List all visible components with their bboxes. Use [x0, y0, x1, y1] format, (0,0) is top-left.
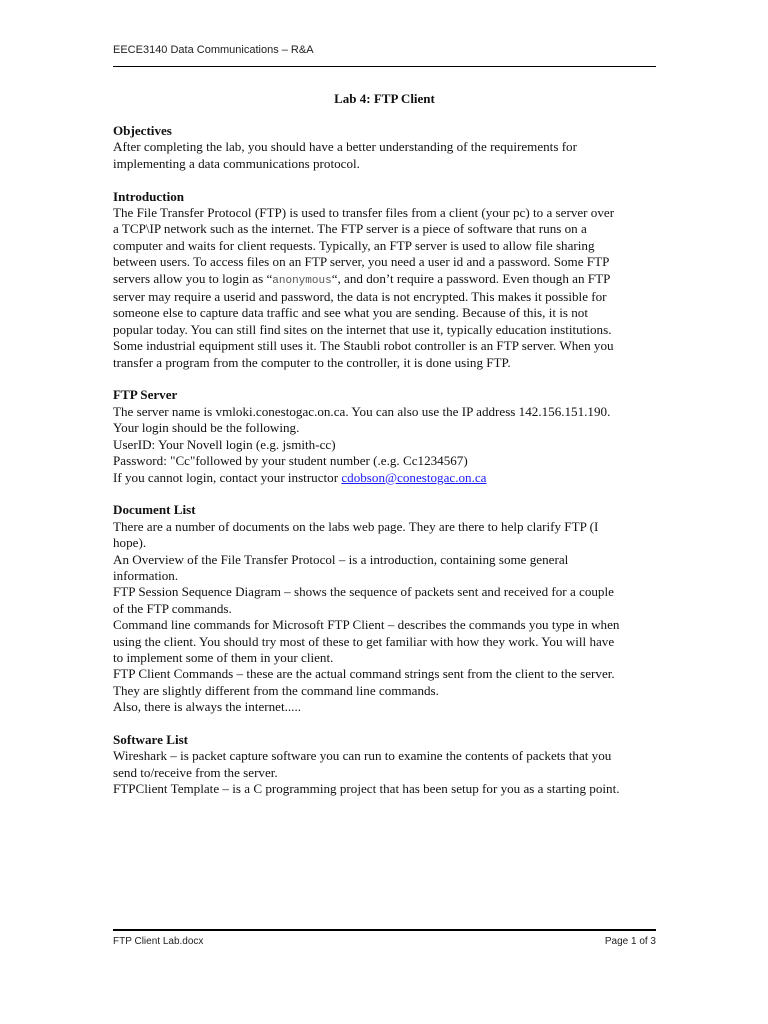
introduction-heading: Introduction [113, 188, 185, 204]
paragraph-gap [113, 371, 661, 387]
paragraph-gap [113, 172, 661, 188]
introduction-section [113, 189, 661, 371]
text-line: Command line commands for Microsoft FTP Client – describes the commands you type in when [113, 617, 620, 633]
text-line: Also, there is always the internet..... [113, 699, 301, 715]
text-line: After completing the lab, you should have a better understanding of the requirements for [113, 139, 577, 155]
text-line: The File Transfer Protocol (FTP) is used to transfer files from a client (your pc) to a server over [113, 205, 615, 221]
text-line: Some industrial equipment still uses it. The Staubli robot controller is an FTP server. When you [113, 338, 614, 354]
text-line: popular today. You can still find sites on the internet that use it, typically education institutions. [113, 321, 612, 337]
text-line: They are slightly different from the command line commands. [113, 682, 439, 698]
text-line: using the client. You should try most of these to get familiar with how they work. You will have [113, 633, 615, 649]
login-suffix: “, and don’t require a password. Even though an FTP [331, 270, 611, 286]
text-line: transfer a program from the computer to the controller, it is done using FTP. [113, 354, 511, 370]
objectives-section [113, 123, 661, 172]
text-line: The server name is vmloki.conestogac.on.ca. You can also use the IP address 142.156.151.190. [113, 403, 611, 419]
text-line: UserID: Your Novell login (e.g. jsmith-cc) [113, 436, 336, 452]
text-line: Wireshark – is packet capture software you can run to examine the contents of packets that you [113, 748, 612, 764]
text-line: to implement some of them in your client. [113, 649, 334, 665]
text-line: FTP Client Commands – these are the actual command strings sent from the client to the server. [113, 666, 615, 682]
text-line: hope). [113, 535, 147, 551]
objectives-heading: Objectives [113, 123, 172, 138]
text-line: of the FTP commands. [113, 600, 232, 616]
text-line: server may require a userid and password, the data is not encrypted. This makes it possible for [113, 289, 607, 305]
header-rule [113, 66, 656, 67]
text-line: FTPClient Template – is a C programming project that has been setup for you as a starting point. [113, 781, 620, 797]
text-line: between users. To access files on an FTP server, you need a user id and a password. Some FTP [113, 254, 610, 270]
text-line: send to/receive from the server. [113, 764, 278, 780]
running-header: EECE3140 Data Communications – R&A [113, 44, 314, 56]
text-line [113, 271, 661, 289]
text-line: information. [113, 567, 179, 583]
paragraph-gap [113, 486, 661, 502]
text-line: a TCP\IP network such as the internet. The FTP server is a piece of software that runs on a [113, 221, 587, 237]
text-line: There are a number of documents on the labs web page. They are there to help clarify FTP (I [113, 518, 599, 534]
anonymous-code: anonymous [272, 274, 332, 287]
document-body [113, 123, 661, 798]
contact-prefix: If you cannot login, contact your instructor [113, 469, 342, 485]
software-list-heading: Software List [113, 731, 189, 747]
text-line: Password: "Cc"followed by your student number (.e.g. Cc1234567) [113, 453, 468, 469]
software-list-section [113, 732, 661, 798]
text-line: computer and waits for client requests. Typically, an FTP server is used to allow file sharing [113, 237, 595, 253]
footer-rule [113, 929, 656, 931]
footer-page-number: Page 1 of 3 [604, 936, 656, 947]
document-list-heading: Document List [113, 502, 196, 518]
text-line: Your login should be the following. [113, 420, 300, 436]
footer-filename: FTP Client Lab.docx [113, 936, 204, 947]
login-prefix: servers allow you to login as “ [113, 270, 273, 286]
ftp-server-heading: FTP Server [113, 387, 178, 403]
text-line: An Overview of the File Transfer Protocol – is a introduction, containing some general [113, 551, 569, 567]
page-title: Lab 4: FTP Client [334, 91, 435, 106]
ftp-server-section [113, 387, 661, 485]
instructor-email-link[interactable]: cdobson@conestogac.on.ca [341, 469, 487, 485]
paragraph-gap [113, 716, 661, 732]
text-line: FTP Session Sequence Diagram – shows the sequence of packets sent and received for a couple [113, 584, 614, 600]
document-list-section [113, 502, 661, 715]
text-line: someone else to capture data traffic and see what you are sending. Because of this, it is not [113, 305, 588, 321]
text-line [113, 470, 661, 486]
text-line: implementing a data communications protocol. [113, 155, 360, 171]
